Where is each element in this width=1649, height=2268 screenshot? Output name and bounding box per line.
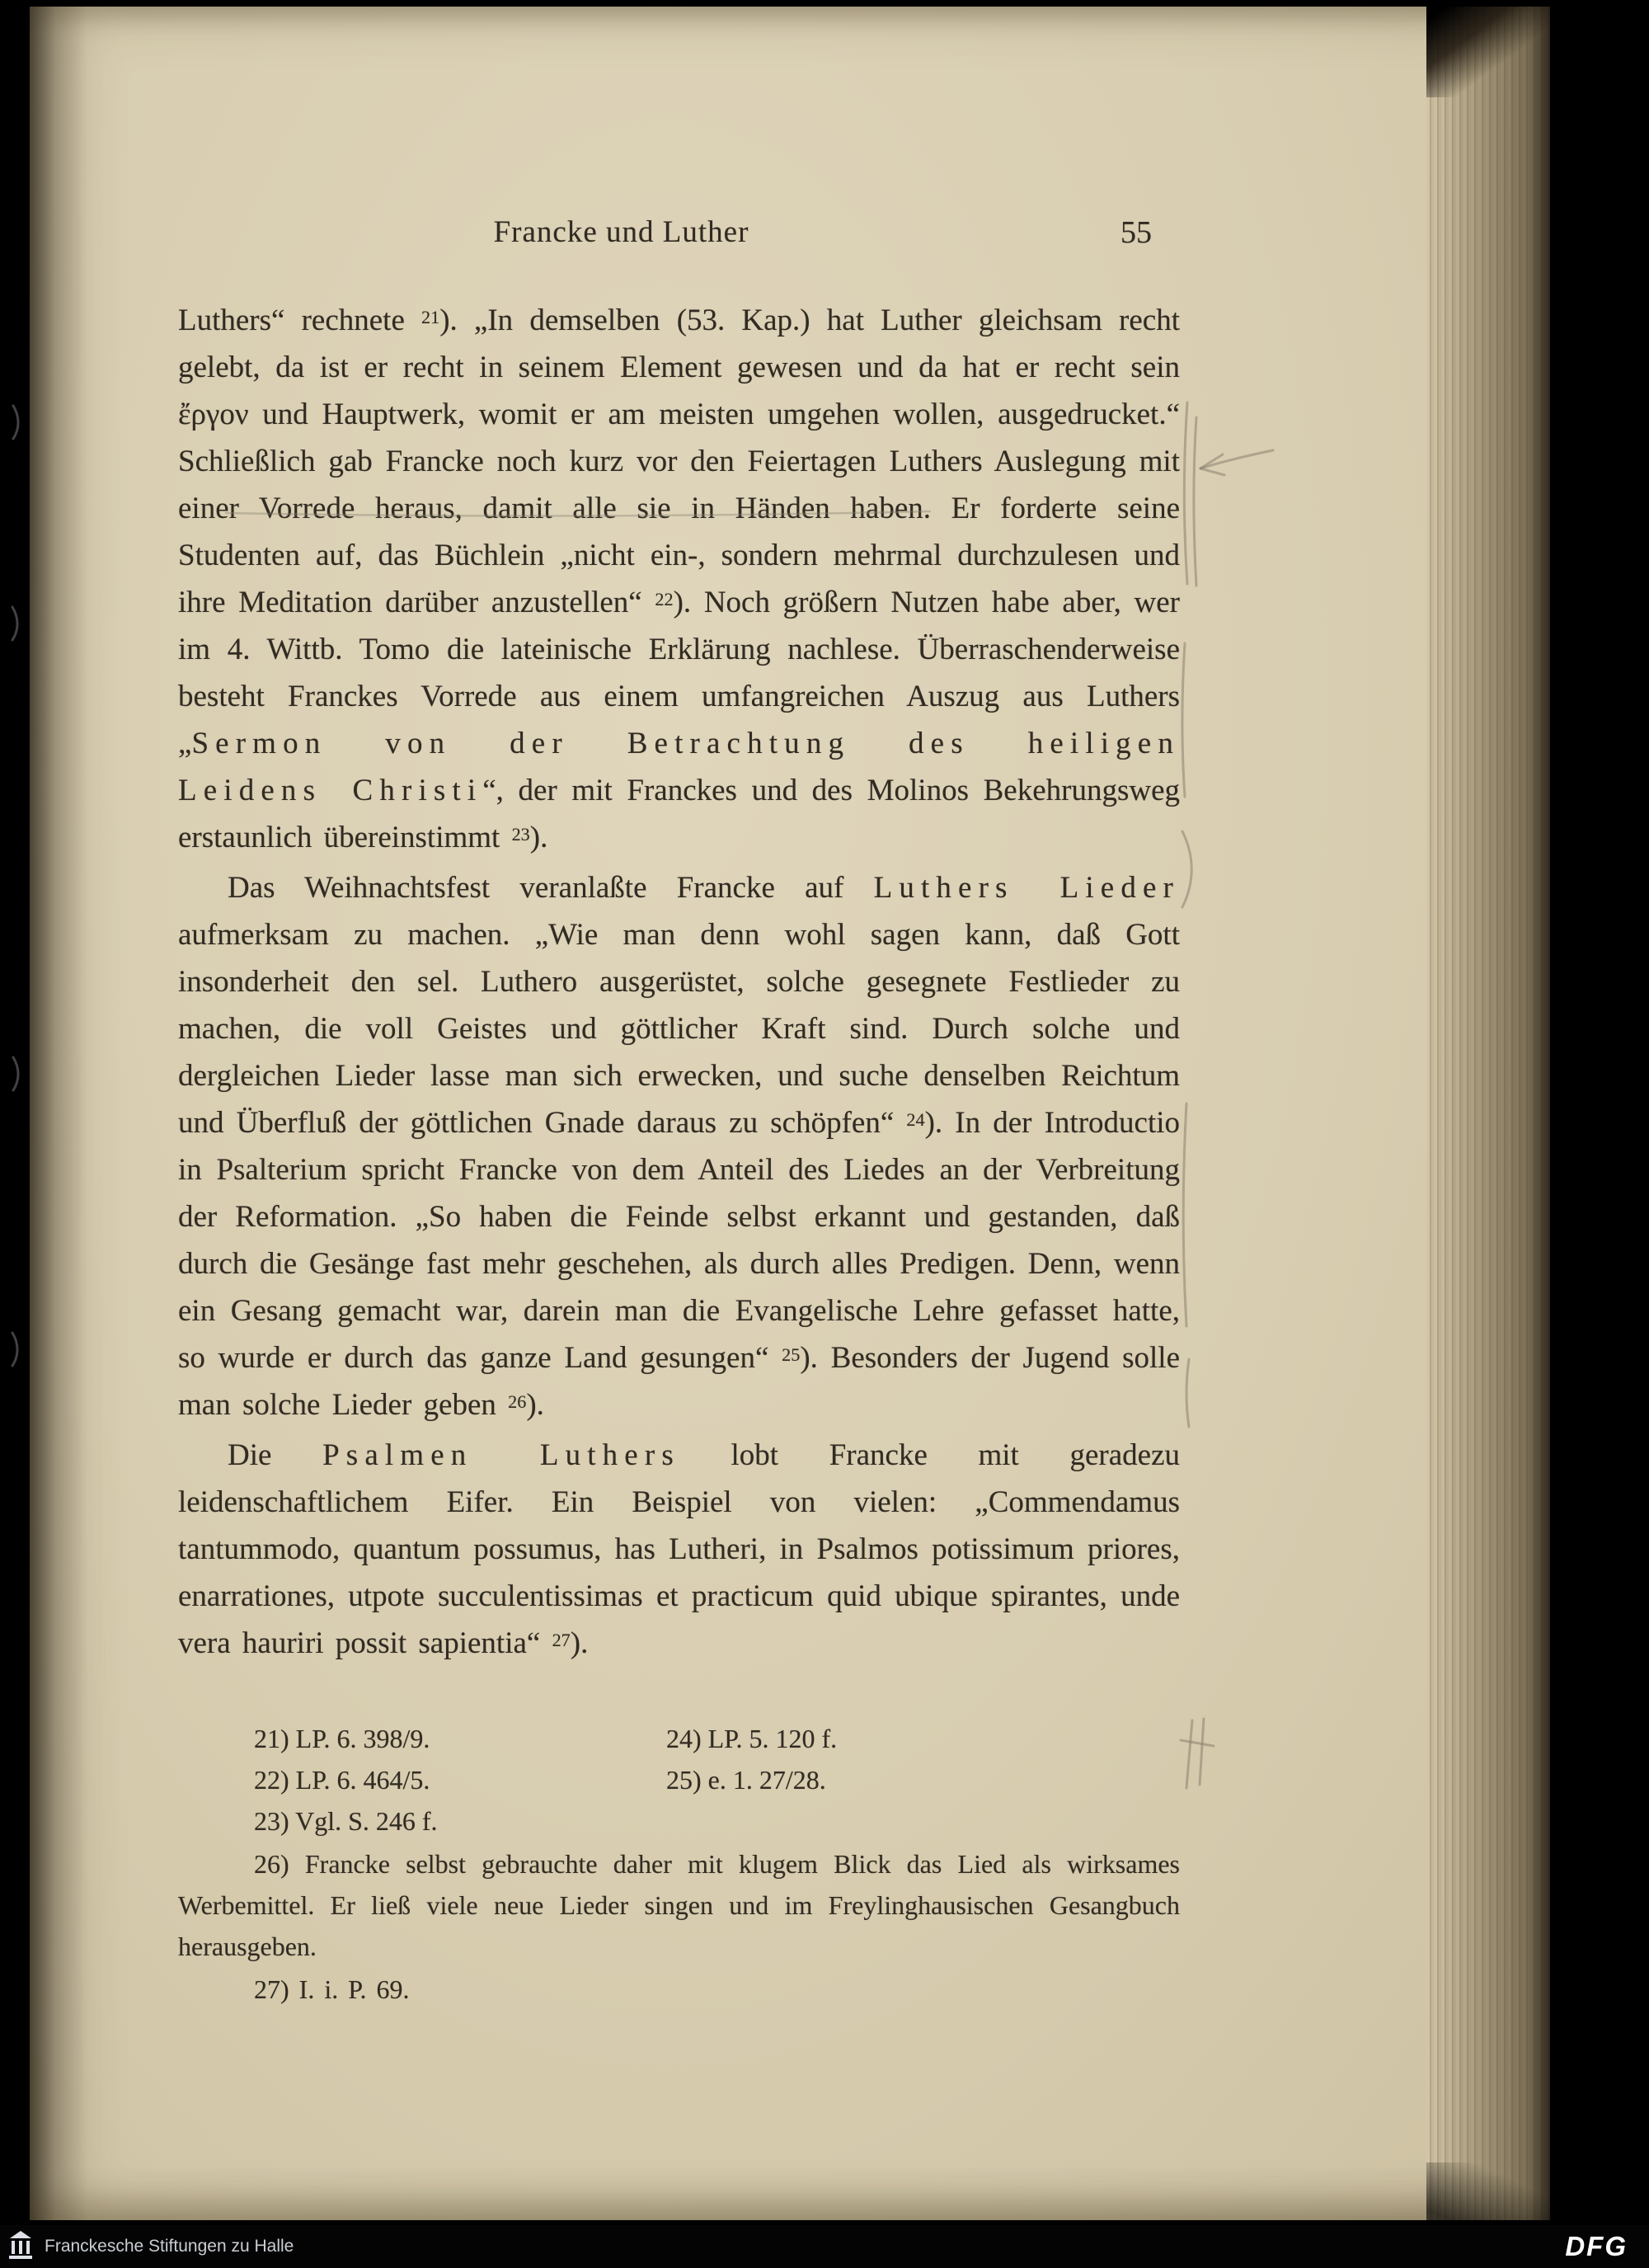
archive-name: Franckesche Stiftungen zu Halle [45, 2237, 294, 2256]
footnotes [178, 1718, 1180, 2010]
footnote: 24) LP. 5. 120 f. [666, 1724, 838, 1753]
viewer-bottom-bar [0, 2225, 1649, 2268]
page-stack-edge [1426, 7, 1550, 2220]
footnote-columns [178, 1718, 1180, 1842]
footnote: 23) Vgl. S. 246 f. [254, 1806, 438, 1836]
book-gutter-shadow [30, 7, 87, 2220]
archive-attribution [7, 2230, 294, 2263]
footnote-column-left [254, 1718, 666, 1842]
paragraph: Luthers“ rechnete $^{21}$). „In demselben (53. Kap.) hat Luther gleichsam recht gelebt, da ist er recht in seinem Element gewesen und da hat er recht sein ἔργον und Hauptwerk, womit er am meisten umgehen wollen, ausgedrucket.“ Schließlich gab Francke noch kurz vor den Feiertagen Luthers Auslegung mit einer Vorrede heraus, damit alle sie in Händen haben. Er forderte seine Studenten auf, das Büchlein „nicht ein-, sondern mehrmal durchzulesen und ihre Meditation darüber anzustellen“ $^{22}$). Noch größern Nutzen habe aber, wer im 4. Wittb. Tomo die lateinische Erklärung nachlese. Überraschenderweise besteht Franckes Vorrede aus einem umfangreichen Auszug aus Luthers „Sermon von der Betrachtung des heiligen Leidens Christi“, der mit Franckes und des Molinos Bekehrungsweg erstaunlich übereinstimmt $^{23}$). [178, 303, 1180, 854]
page-number: 55 [1120, 215, 1152, 250]
footnote: 26) Francke selbst gebrauchte daher mit klugem Blick das Lied als wirksames Werbemittel. Er ließ viele neue Lieder singen und im Freylinghausischen Gesangbuch herausgeben. [178, 1849, 1180, 1961]
paragraph: Die Psalmen Luthers lobt Francke mit geradezu leidenschaftlichem Eifer. Ein Beispiel von vielen: „Commendamus tantummodo, quantum possumus, has Lutheri, in Psalmos potissimum priores, enarrationes, utpote succulentissimas et practicum quid ubique spirantes, unde vera hauriri possit sapientia“ $^{27}$). [178, 1438, 1180, 1660]
page-header [178, 214, 1180, 254]
franckesche-stiftungen-logo [7, 2230, 35, 2263]
book-page [30, 7, 1550, 2220]
footnote: 25) e. 1. 27/28. [666, 1765, 826, 1795]
running-title: Francke und Luther [493, 215, 749, 249]
paragraph: Das Weihnachtsfest veranlaßte Francke auf Luthers Lieder aufmerksam zu machen. „Wie man denn wohl sagen kann, daß Gott insonderheit den sel. Luthero ausgerüstet, solche gesegnete Festlieder zu machen, die voll Geistes und göttlicher Kraft sind. Durch solche und dergleichen Lieder lasse man sich erwecken, und suche denselben Reichtum und Überfluß der göttlichen Gnade daraus zu schöpfen“ $^{24}$). In der Introductio in Psalterium spricht Francke von dem Anteil des Liedes an der Verbreitung der Reformation. „So haben die Feinde selbst erkannt und gestanden, daß durch die Gesänge fast mehr geschehen, als durch alles Predigen. Denn, wenn ein Gesang gemacht war, darein man die Evangelische Lehre gefasset hatte, so wurde er durch das ganze Land gesungen“ $^{25}$). Besonders der Jugend solle man solche Lieder geben $^{26}$). [178, 871, 1180, 1422]
footnote: 27) I. i. P. 69. [254, 1974, 410, 2004]
footnote: 21) LP. 6. 398/9. [254, 1724, 430, 1753]
page-content [178, 214, 1180, 2010]
footnote-column-right [666, 1718, 1180, 1842]
footnote: 22) LP. 6. 464/5. [254, 1765, 430, 1795]
dfg-logo: DFG [1565, 2231, 1628, 2261]
